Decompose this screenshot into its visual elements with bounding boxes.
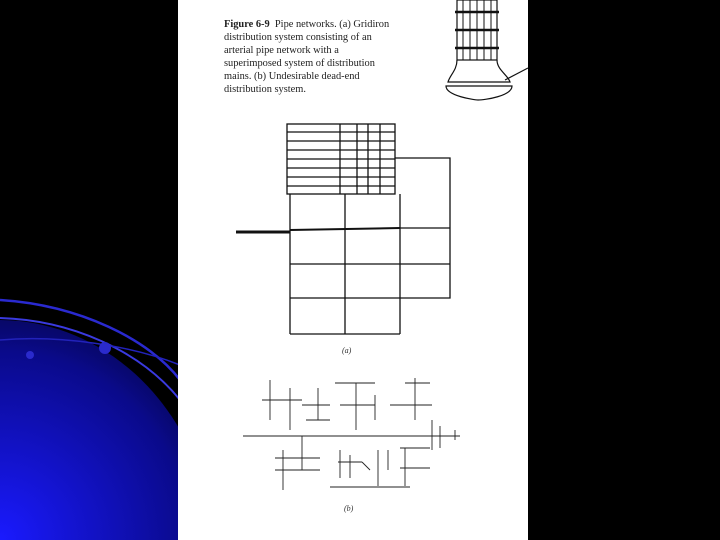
document-page bbox=[178, 0, 528, 540]
water-tower-icon bbox=[446, 0, 528, 100]
figure-drawing bbox=[178, 0, 528, 540]
diagram-b-dead-end bbox=[243, 378, 460, 490]
diagram-a-gridiron bbox=[236, 124, 450, 334]
panel-label-a: (a) bbox=[342, 346, 352, 355]
figure-number: Figure 6-9 bbox=[224, 19, 270, 30]
figure-caption-text: Pipe networks. (a) Gridiron distribution system consisting of an arterial pipe network with a superimposed system of distribution mains. (b) Undesirable dead-end distribution system. bbox=[224, 19, 390, 95]
panel-label-b: (b) bbox=[344, 504, 354, 513]
